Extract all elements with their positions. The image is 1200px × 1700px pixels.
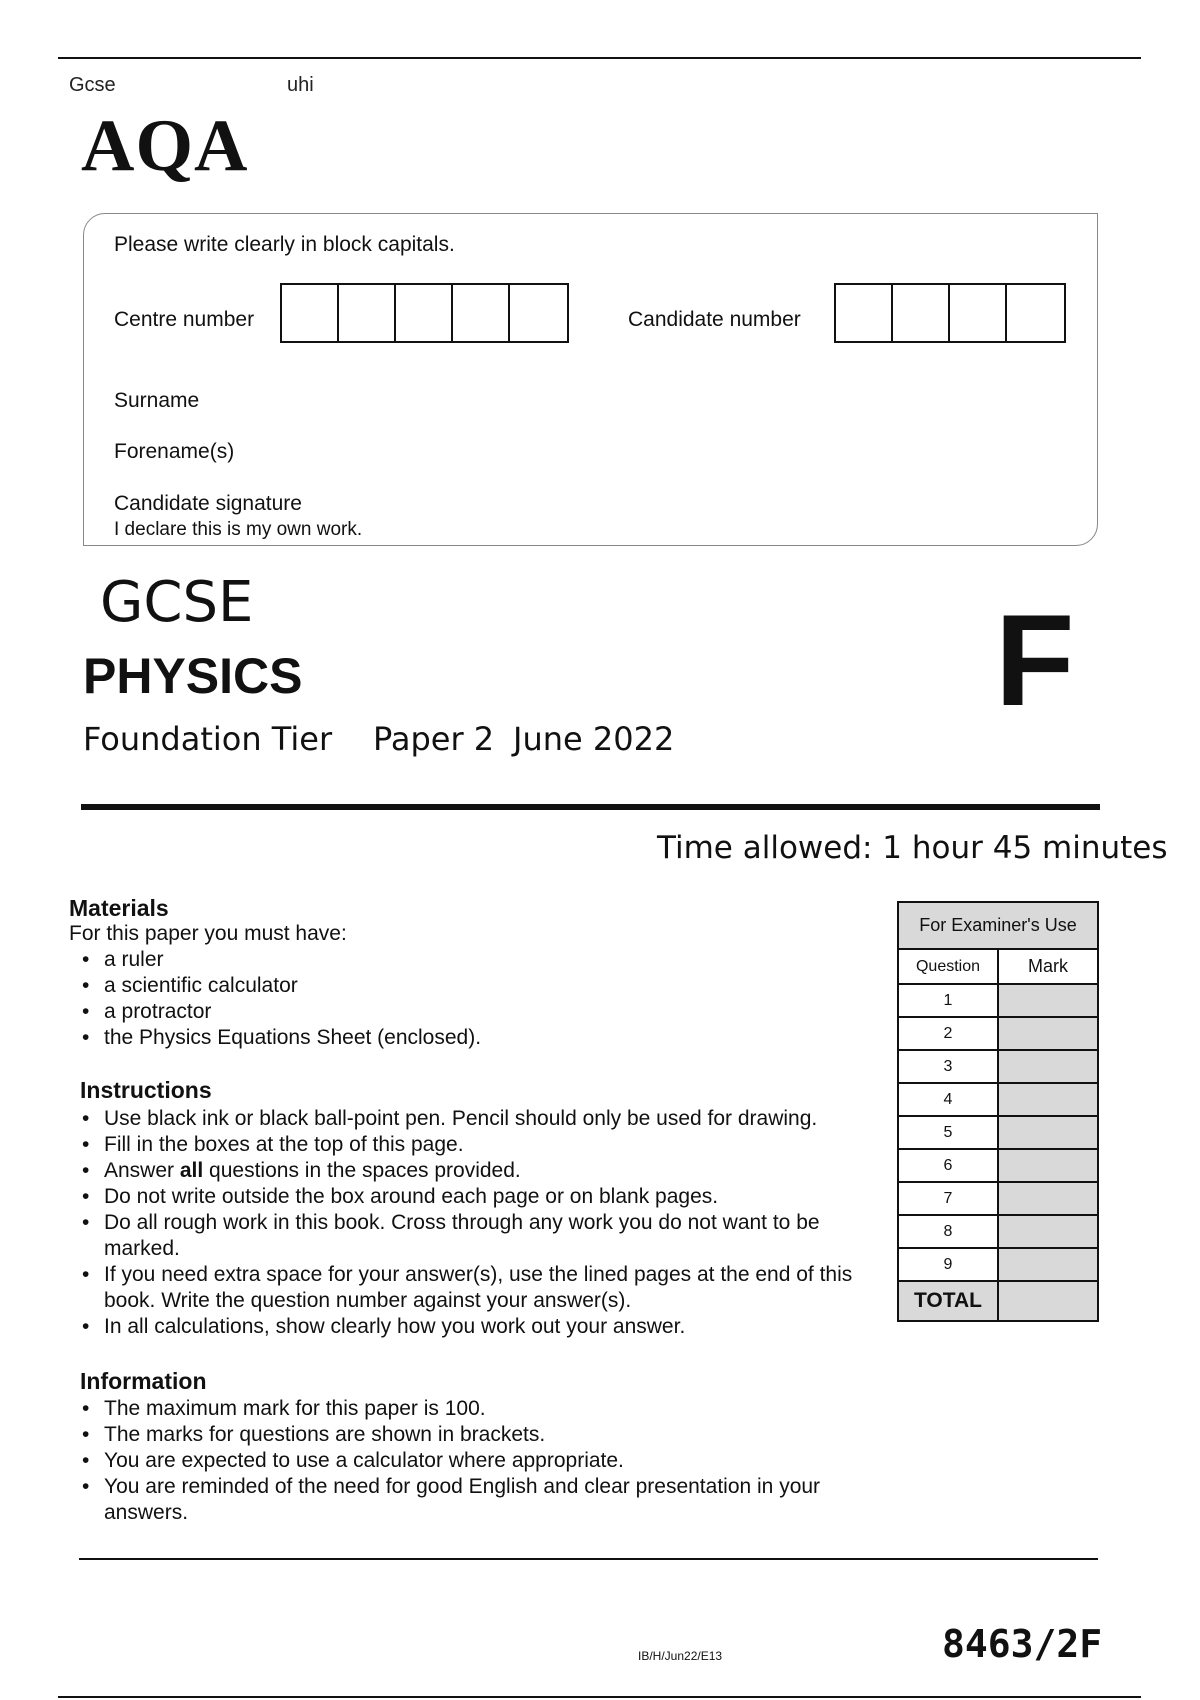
top-rule — [58, 57, 1141, 59]
list-item: • In all calculations, show clearly how you work out your answer. — [80, 1314, 870, 1340]
subject-title: PHYSICS — [83, 648, 303, 704]
mark-cell — [998, 1149, 1098, 1182]
question-number: 9 — [898, 1248, 998, 1281]
candidate-number-label: Candidate number — [628, 308, 801, 331]
list-item: • You are expected to use a calculator where appropriate. — [80, 1448, 840, 1474]
candidate-digit-box[interactable] — [1007, 285, 1064, 341]
centre-digit-box[interactable] — [339, 285, 396, 341]
list-item: • You are reminded of the need for good English and clear presentation in your answers. — [80, 1474, 840, 1526]
question-number: 2 — [898, 1017, 998, 1050]
instructions-heading: Instructions — [80, 1077, 212, 1103]
tier-label: Foundation Tier — [83, 720, 333, 758]
mark-cell — [998, 1248, 1098, 1281]
list-item: • Use black ink or black ball-point pen. Pencil should only be used for drawing. — [80, 1106, 870, 1132]
question-number: 4 — [898, 1083, 998, 1116]
list-item: • The marks for questions are shown in brackets. — [80, 1422, 840, 1448]
information-list — [80, 1396, 840, 1526]
bottom-rule — [58, 1696, 1141, 1698]
materials-list — [80, 947, 840, 1051]
qualification-level: GCSE — [100, 570, 254, 635]
candidate-digit-box[interactable] — [893, 285, 950, 341]
tier-letter: F — [995, 587, 1075, 733]
mark-cell — [998, 1182, 1098, 1215]
list-item: • the Physics Equations Sheet (enclosed). — [80, 1025, 840, 1051]
title-rule — [81, 804, 1100, 810]
paper-label: Paper 2 — [373, 720, 495, 758]
total-label: TOTAL — [898, 1281, 998, 1321]
emphasis-all: all — [179, 1159, 204, 1182]
mark-cell — [998, 1083, 1098, 1116]
candidate-number-boxes[interactable] — [834, 283, 1066, 343]
centre-number-boxes[interactable] — [280, 283, 569, 343]
materials-heading: Materials — [69, 895, 169, 921]
list-item: • a scientific calculator — [80, 973, 840, 999]
candidate-digit-box[interactable] — [950, 285, 1007, 341]
list-item: • a protractor — [80, 999, 840, 1025]
centre-digit-box[interactable] — [453, 285, 510, 341]
list-item: • Fill in the boxes at the top of this page. — [80, 1132, 870, 1158]
list-item: • Do all rough work in this book. Cross through any work you do not want to be marked. — [80, 1210, 870, 1262]
examiner-table-title: For Examiner's Use — [898, 902, 1098, 949]
examiner-use-table — [897, 901, 1099, 1322]
information-heading: Information — [80, 1368, 207, 1394]
list-item: • a ruler — [80, 947, 840, 973]
list-item: • If you need extra space for your answer(s), use the lined pages at the end of this book. Write the question number against your answer(s). — [80, 1262, 870, 1314]
block-capitals-instruction: Please write clearly in block capitals. — [114, 233, 455, 256]
question-column-header: Question — [898, 949, 998, 984]
header-right-label: uhi — [287, 74, 314, 96]
materials-intro: For this paper you must have: — [69, 922, 347, 945]
header-left-label: Gcse — [69, 74, 116, 96]
aqa-logo: AQA — [81, 105, 249, 187]
question-number: 3 — [898, 1050, 998, 1083]
list-item: • Do not write outside the box around each page or on blank pages. — [80, 1184, 870, 1210]
signature-label: Candidate signature — [114, 492, 302, 515]
declaration-text: I declare this is my own work. — [114, 519, 363, 540]
total-mark-cell — [998, 1281, 1098, 1321]
mark-cell — [998, 1116, 1098, 1149]
footer-rule — [79, 1558, 1098, 1560]
instructions-list — [80, 1106, 870, 1340]
mark-cell — [998, 1050, 1098, 1083]
centre-digit-box[interactable] — [510, 285, 567, 341]
centre-digit-box[interactable] — [282, 285, 339, 341]
question-number: 7 — [898, 1182, 998, 1215]
mark-cell — [998, 1017, 1098, 1050]
mark-column-header: Mark — [998, 949, 1098, 984]
surname-label: Surname — [114, 389, 200, 412]
mark-cell — [998, 1215, 1098, 1248]
question-number: 6 — [898, 1149, 998, 1182]
question-number: 1 — [898, 984, 998, 1017]
centre-digit-box[interactable] — [396, 285, 453, 341]
list-item: • The maximum mark for this paper is 100. — [80, 1396, 840, 1422]
paper-code: 8463/2F — [942, 1622, 1103, 1666]
list-item: • Answer all questions in the spaces provided. — [80, 1158, 870, 1184]
document-reference: IB/H/Jun22/E13 — [638, 1649, 723, 1663]
mark-cell — [998, 984, 1098, 1017]
exam-date: June 2022 — [513, 720, 675, 758]
question-number: 5 — [898, 1116, 998, 1149]
forename-label: Forename(s) — [114, 440, 235, 463]
time-allowed: Time allowed: 1 hour 45 minutes — [657, 830, 1168, 866]
candidate-digit-box[interactable] — [836, 285, 893, 341]
centre-number-label: Centre number — [114, 308, 255, 331]
question-number: 8 — [898, 1215, 998, 1248]
